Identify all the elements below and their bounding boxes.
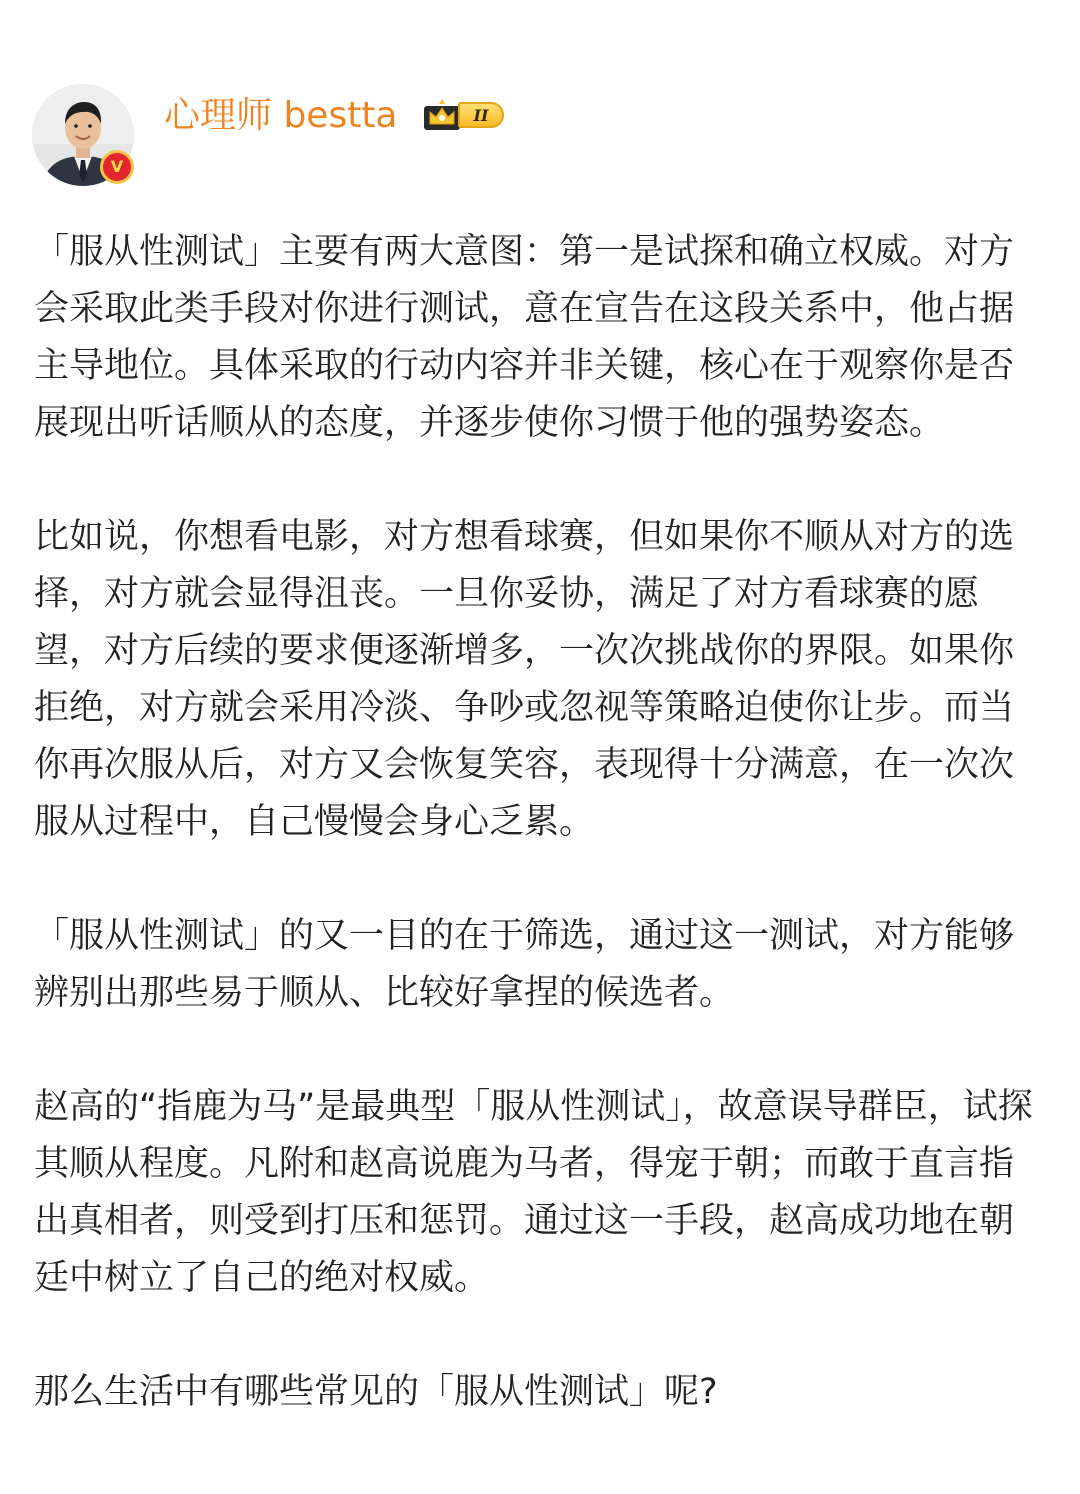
author-avatar[interactable] xyxy=(32,84,134,186)
post-content xyxy=(34,224,1034,1478)
post-paragraph: 那么生活中有哪些常见的「服从性测试」呢? xyxy=(34,1372,718,1412)
post-header xyxy=(32,84,1032,194)
author-name[interactable]: 心理师 bestta xyxy=(164,95,398,136)
verified-icon xyxy=(100,150,134,184)
post-paragraph: 「服从性测试」的又一目的在于筛选，通过这一测试，对方能够辨别出那些易于顺从、比较好拿捏的候选者。 xyxy=(34,916,1015,1013)
vip-badge[interactable] xyxy=(422,98,504,132)
post-paragraph: 比如说，你想看电影，对方想看球赛，但如果你不顺从对方的选择，对方就会显得沮丧。一旦你妥协，满足了对方看球赛的愿望，对方后续的要求便逐渐增多，一次次挑战你的界限。如果你拒绝，对方就会采用冷淡、争吵或忽视等策略迫使你让步。而当你再次服从后，对方又会恢复笑容，表现得十分满意，在一次次服从过程中，自己慢慢会身心乏累。 xyxy=(34,517,1015,842)
crown-icon xyxy=(422,98,462,132)
post-paragraph: 赵高的“指鹿为马”是最典型「服从性测试」，故意误导群臣，试探其顺从程度。凡附和赵高说鹿为马者，得宠于朝；而敢于直言指出真相者，则受到打压和惩罚。通过这一手段，赵高成功地在朝廷中树立了自己的绝对权威。 xyxy=(34,1087,1033,1298)
verified-text: V xyxy=(110,157,124,176)
vip-level-text: II xyxy=(473,105,489,125)
vip-level-badge xyxy=(458,102,504,128)
post-paragraph: 「服从性测试」主要有两大意图：第一是试探和确立权威。对方会采取此类手段对你进行测试，意在宣告在这段关系中，他占据主导地位。具体采取的行动内容并非关键，核心在于观察你是否展现出听话顺从的态度，并逐步使你习惯于他的强势姿态。 xyxy=(34,232,1015,443)
